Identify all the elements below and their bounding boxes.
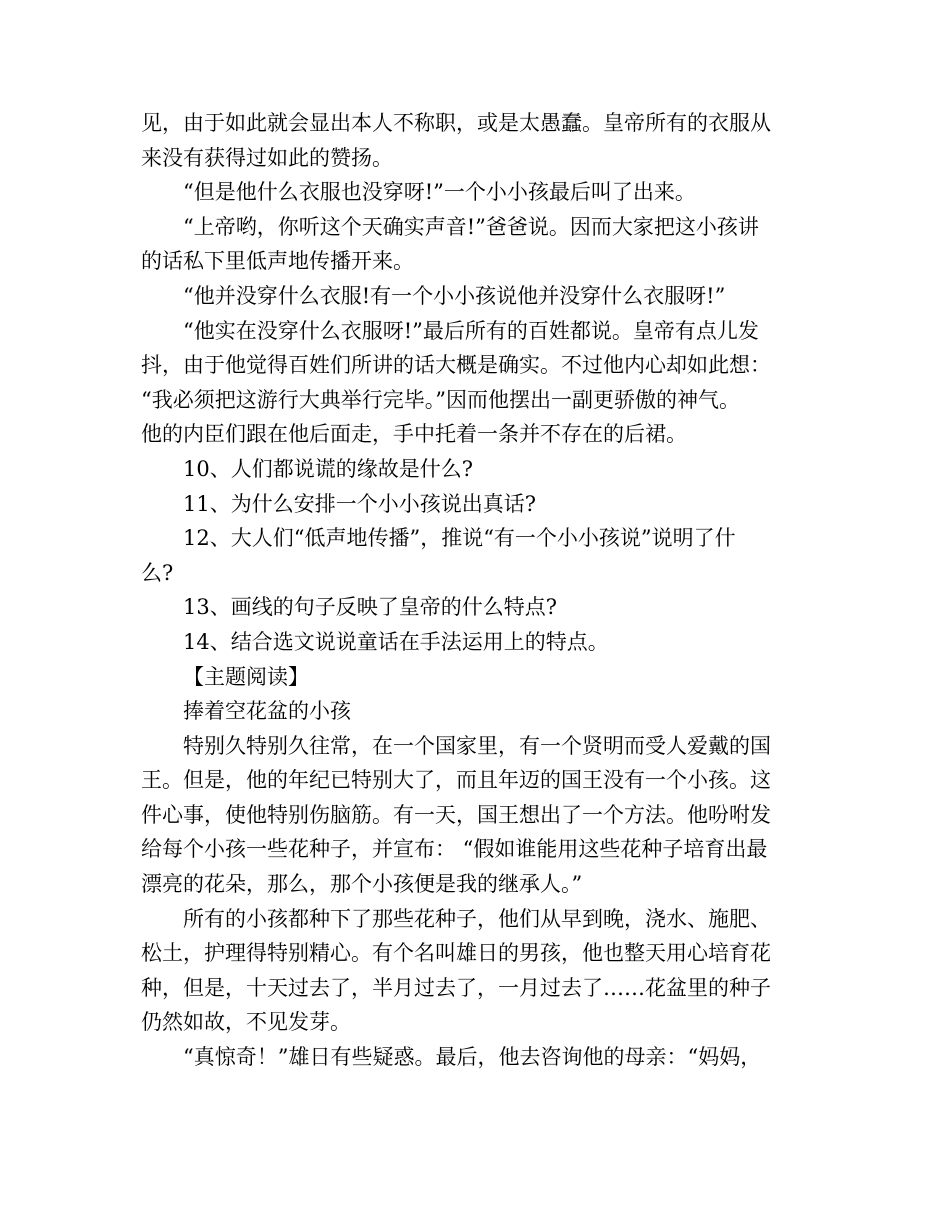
question-14: 14、结合选文说说童话在手法运用上的特点。 [183,629,609,654]
text-line: “他并没穿什么衣服!有一个小小孩说他并没穿什么衣服呀!” [183,283,726,308]
text-line: “我必须把这游行大典举行完毕。”因而他摆出一副更骄傲的神气。 [141,387,740,412]
text-line: 仍然如故，不见发芽。 [141,1010,351,1035]
text-line: 抖，由于他觉得百姓们所讲的话大概是确实。不过他内心却如此想： [141,353,771,378]
text-line: “但是他什么衣服也没穿呀!”一个小小孩最后叫了出来。 [183,180,696,205]
question-12: 12、大人们“低声地传播”，推说“有一个小小孩说”说明了什 [183,526,736,551]
text-line: 松土，护理得特别精心。有个名叫雄日的男孩，他也整天用心培育花 [141,941,771,966]
text-line: 件心事，使他特别伤脑筋。有一天，国王想出了一个方法。他吩咐发 [141,802,771,827]
story-title: 捧着空花盆的小孩 [183,699,351,724]
text-line: “上帝哟，你听这个天确实声音!”爸爸说。因而大家把这小孩讲 [183,214,759,239]
document-body [141,106,821,1075]
text-line: 他的内臣们跟在他后面走，手中托着一条并不存在的后裙。 [141,422,687,447]
question-13: 13、画线的句子反映了皇帝的什么特点? [183,595,557,620]
text-line: 见，由于如此就会显出本人不称职，或是太愚蠢。皇帝所有的衣服从 [141,111,771,135]
text-line: 给每个小孩一些花种子，并宣布： “假如谁能用这些花种子培育出最 [141,837,768,862]
question-12-continued: 么? [141,560,174,585]
text-line: 漂亮的花朵，那么，那个小孩便是我的继承人。” [141,872,583,897]
text-line: “真惊奇！”雄日有些疑惑。最后，他去咨询他的母亲：“妈妈， [183,1045,762,1070]
question-11: 11、为什么安排一个小小孩说出真话? [183,491,536,516]
text-line: 所有的小孩都种下了那些花种子，他们从早到晚，浇水、施肥、 [183,906,771,931]
text-line: 的话私下里低声地传播开来。 [141,249,414,274]
text-line: 王。但是，他的年纪已特别大了，而且年迈的国王没有一个小孩。这 [141,768,771,793]
section-heading: 【主题阅读】 [183,664,309,689]
text-line: 来没有获得过如此的赞扬。 [141,145,393,170]
text-line: “他实在没穿什么衣服呀!”最后所有的百姓都说。皇帝有点儿发 [183,318,759,343]
text-line: 种，但是，十天过去了，半月过去了，一月过去了……花盆里的种子 [141,975,771,1000]
question-10: 10、人们都说谎的缘故是什么? [183,456,473,481]
text-line: 特别久特别久往常，在一个国家里，有一个贤明而受人爱戴的国 [183,733,771,758]
